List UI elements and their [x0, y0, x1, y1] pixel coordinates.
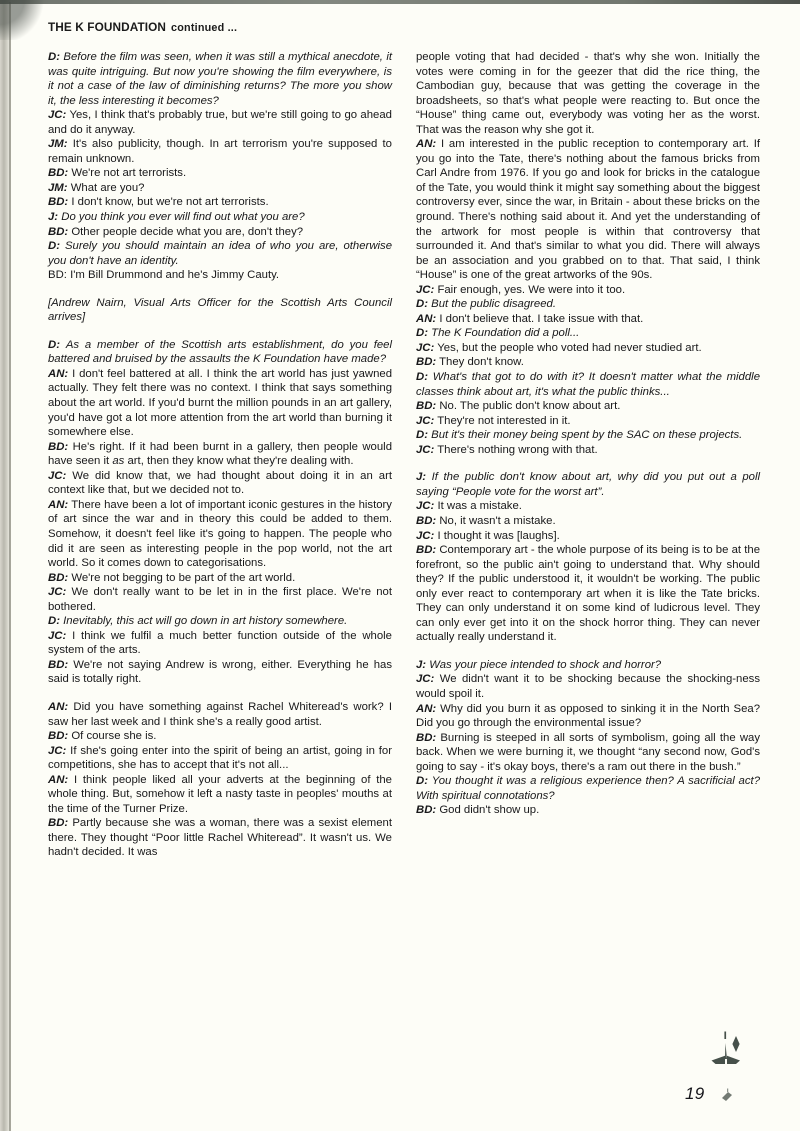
speaker-label: BD: — [48, 196, 69, 209]
emphasis-word: as — [112, 455, 125, 468]
dialogue-line — [48, 50, 392, 108]
dialogue-line — [416, 774, 760, 803]
speaker-label: BD: — [416, 731, 437, 744]
speaker-label: JC: — [48, 629, 67, 642]
speaker-label: JC: — [416, 341, 435, 354]
dialogue-text: He's right. If it had been burnt in a gallery, then people would have seen it — [48, 440, 392, 468]
dialogue-text: If the public don't know about art, why did you put out a poll saying “People vote for the worst art”. — [416, 471, 760, 498]
dialogue-line — [416, 283, 760, 298]
dialogue-text: I'm Bill Drummond and he's Jimmy Cauty. — [70, 269, 280, 282]
dialogue-line — [416, 443, 760, 458]
dialogue-text: You thought it was a religious experience then? A sacrificial act? With spiritual connotations? — [416, 775, 760, 802]
dialogue-text: The K Foundation did a poll... — [431, 327, 580, 340]
dialogue-line — [48, 166, 392, 181]
dialogue-line — [48, 498, 392, 571]
dialogue-line — [416, 514, 760, 529]
dialogue-line — [416, 341, 760, 356]
speaker-label: BD: — [416, 356, 437, 369]
dialogue-line — [416, 672, 760, 701]
dialogue-line — [416, 137, 760, 282]
dialogue-line — [416, 355, 760, 370]
dialogue-text: Inevitably, this act will go down in art history somewhere. — [63, 615, 348, 628]
dialogue-text: No, it wasn't a mistake. — [439, 514, 556, 527]
speaker-label: JM: — [48, 181, 68, 194]
speaker-label: JC: — [416, 414, 435, 427]
dialogue-text: Yes, but the people who voted had never studied art. — [437, 341, 702, 354]
speaker-label: JC: — [416, 673, 435, 686]
dialogue-line — [416, 312, 760, 327]
speaker-label: BD: — [416, 400, 437, 413]
speaker-label: AN: — [416, 702, 437, 715]
speaker-label: JC: — [48, 109, 67, 122]
dialogue-text: I think people liked all your adverts at the beginning of the whole thing. But, somehow it left a nasty taste in peoples' mouths at the time of the Turner Prize. — [48, 773, 392, 815]
dialogue-text: But it's their money being spent by the SAC on these projects. — [431, 429, 743, 442]
speaker-label: AN: — [48, 498, 69, 511]
dialogue-text: I thought it was [laughs]. — [437, 529, 560, 542]
dialogue-text: There's nothing wrong with that. — [437, 443, 598, 456]
speaker-label: AN: — [48, 367, 69, 380]
dialogue-text: I don't believe that. I take issue with that. — [439, 312, 644, 325]
dialogue-line — [416, 470, 760, 499]
column-left — [48, 50, 392, 860]
speaker-label: AN: — [48, 773, 69, 786]
speaker-label: J: — [48, 211, 59, 224]
dialogue-text: We're not saying Andrew is wrong, either. Everything he has said is totally right. — [48, 658, 392, 686]
speaker-label: JC: — [416, 529, 435, 542]
dialogue-text: God didn't show up. — [439, 804, 540, 817]
speaker-label: BD: — [48, 817, 69, 830]
page-content — [48, 20, 760, 860]
dialogue-text: They don't know. — [439, 356, 524, 369]
dialogue-text: Before the film was seen, when it was still a mythical anecdote, it was quite intriguing. But now you're showing the film everywhere, is it not a case of the law of diminishing returns? The more you show it, the less interesting it becomes? — [48, 51, 393, 107]
dialogue-line — [416, 658, 760, 673]
dialogue-text: It's also publicity, though. In art terrorism you're supposed to remain unknown. — [48, 138, 392, 165]
speaker-label: AN: — [416, 312, 437, 325]
dialogue-line — [416, 414, 760, 429]
speaker-label: D: — [416, 775, 428, 788]
speaker-label: JC: — [48, 586, 67, 599]
dialogue-text: Partly because she was a woman, there was a sexist element there. They thought “Poor little Rachel Whiteread”. It wasn't us. We hadn't decided. It was — [48, 817, 392, 859]
speaker-label: JM: — [48, 138, 68, 151]
dialogue-text: Did you have something against Rachel Whiteread's work? I saw her last week and I think she's a really good artist. — [48, 700, 392, 728]
dialogue-line — [48, 181, 392, 196]
dialogue-line — [48, 367, 392, 440]
folio-flourish-icon — [719, 1088, 737, 1104]
dialogue-line — [416, 803, 760, 818]
speaker-label: D: — [48, 51, 60, 63]
dialogue-text: We're not begging to be part of the art world. — [71, 571, 296, 584]
speaker-label: AN: — [416, 138, 437, 151]
dialogue-line — [416, 370, 760, 399]
dialogue-text: We did know that, we had thought about doing it in an art context like that, but we decided not to. — [48, 469, 392, 497]
speaker-label: J: — [416, 658, 427, 671]
speaker-label: D: — [416, 298, 428, 311]
speaker-label: BD: — [48, 571, 69, 584]
speaker-label: D: — [416, 371, 428, 384]
stage-direction: [Andrew Nairn, Visual Arts Officer for the Scottish Arts Council arrives] — [48, 296, 392, 324]
dialogue-text: I don't know, but we're not art terrorists. — [71, 196, 269, 209]
dialogue-text: I am interested in the public reception to contemporary art. If you go into the Tate, there's nothing about the famous bricks from Carl Andre from 1976. If you go and look for bricks in the catalogue of the Tate, you would think it might say something about the biggest controversy ever, since the war, in Britain - about these bricks on the ground. There's nothing said about it. And yet the understanding of the artwork for most people is within that controversy that surrounded it. And that's similar to what you did. There will always be an association and you grabbed on to that. That said, I think “House” is one of the great artworks of the 90s. — [416, 138, 760, 282]
dialogue-text: Burning is steeped in all sorts of symbolism, going all the way back. When we were burning it, we thought “any second now, God's going to say - it's okay boys, there's a ram out there in the bush.” — [416, 731, 760, 773]
dialogue-text: Do you think you ever will find out what you are? — [61, 211, 305, 224]
dialogue-line — [48, 108, 392, 137]
dialogue-line — [416, 499, 760, 514]
dialogue-text: Why did you burn it as opposed to sinking it in the North Sea? Did you go through the environmental issue? — [416, 702, 760, 730]
speaker-label: BD: — [416, 514, 437, 527]
scan-top-edge — [0, 0, 800, 4]
dialogue-text: Was your piece intended to shock and horror? — [429, 658, 662, 671]
dialogue-line — [48, 268, 392, 283]
speaker-label: BD: — [48, 658, 69, 671]
dialogue-line — [48, 744, 392, 773]
dialogue-text: Fair enough, yes. We were into it too. — [437, 283, 626, 296]
dialogue-line — [416, 399, 760, 414]
dialogue-line — [48, 225, 392, 240]
running-head-title: THE K FOUNDATION — [48, 20, 167, 34]
dialogue-text: We don't really want to be let in in the first place. We're not bothered. — [48, 586, 392, 613]
dialogue-continuation: people voting that had decided - that's why she won. Initially the votes were coming in for the geezer that did the rice thing, the Cambodian guy, because that was getting the coverage in the broadsheets, so that's what people were reacting to. But once the “House” thing came out, everybody was voting her as the worst. That was the reason why she got it. — [416, 51, 760, 136]
publisher-colophon-icon — [703, 1030, 749, 1076]
dialogue-text: What are you? — [70, 181, 145, 194]
dialogue-line — [48, 440, 392, 469]
running-head-continued: continued ... — [171, 22, 238, 34]
speaker-label: D: — [416, 327, 428, 340]
speaker-label: D: — [416, 429, 428, 442]
page-number: 19 — [685, 1084, 705, 1103]
speaker-label: AN: — [48, 700, 69, 713]
dialogue-line — [48, 195, 392, 210]
speaker-label: D: — [48, 240, 60, 253]
dialogue-text: We're not art terrorists. — [71, 167, 187, 180]
speaker-label: JC: — [48, 469, 67, 482]
dialogue-line — [48, 585, 392, 614]
dialogue-line — [416, 428, 760, 443]
dialogue-line — [48, 137, 392, 166]
dialogue-line — [48, 658, 392, 687]
speaker-label: BD: — [48, 225, 69, 238]
running-head — [48, 20, 760, 34]
dialogue-line — [48, 614, 392, 629]
dialogue-text: I think we fulfil a much better function outside of the whole system of the arts. — [48, 629, 392, 657]
dialogue-line — [416, 529, 760, 544]
dialogue-text: Contemporary art - the whole purpose of its being is to be at the forefront, so the public ain't going to understand that. Why should they? If the public understood it, it wouldn't be working. The public only ever react to contemporary art when it is like the Tate bricks. They can only understand it on some kind of ludicrous level. They can only ever get into it on the shock horror thing. They can never actually really understand it. — [416, 544, 761, 644]
dialogue-text: But the public disagreed. — [431, 298, 557, 311]
speaker-label: BD: — [48, 730, 69, 743]
speaker-label: BD: — [48, 440, 69, 453]
page-footer — [655, 1028, 765, 1124]
column-right — [416, 50, 760, 818]
dialogue-text: Surely you should maintain an idea of who you are, otherwise you don't have an identity. — [48, 240, 393, 267]
dialogue-text: I don't feel battered at all. I think the art world has just yawned actually. They felt there was no context. I think that says something about the art world. If you'd burnt the million pounds in an art gallery, you'd have got a lot more attention from the art world than burning it somewhere else. — [48, 367, 393, 439]
speaker-label: D: — [48, 338, 60, 351]
speaker-label: BD: — [48, 167, 69, 180]
dialogue-text: As a member of the Scottish arts establishment, do you feel battered and bruised by the assaults the K Foundation have made? — [48, 338, 392, 366]
speaker-label: BD: — [48, 269, 67, 282]
dialogue-text: What's that got to do with it? It doesn't matter what the middle classes think about art, it's what the public thinks... — [416, 371, 760, 398]
scan-corner-shadow — [0, 0, 46, 40]
speaker-label: J: — [416, 471, 427, 484]
speaker-label: JC: — [416, 500, 435, 513]
dialogue-text: They're not interested in it. — [437, 414, 571, 427]
dialogue-line — [48, 338, 392, 367]
dialogue-text-cont: art, then they know what they're dealing with. — [124, 455, 354, 468]
text-columns — [48, 50, 760, 860]
speaker-label: BD: — [416, 544, 437, 557]
dialogue-text: It was a mistake. — [437, 500, 522, 513]
dialogue-line — [48, 469, 392, 498]
dialogue-line — [416, 297, 760, 312]
dialogue-text: There have been a lot of important iconic gestures in the history of art since the war and in theory this could be added to them. Somehow, it doesn't feel like it's going to happen. The people who did it are seen as interesting people in the pop world, not the art world. So it comes down to categorisations. — [48, 498, 392, 570]
dialogue-line — [416, 731, 760, 775]
dialogue-text: Yes, I think that's probably true, but we're still going to go ahead and do it anyway. — [48, 109, 392, 136]
dialogue-text: We didn't want it to be shocking because the shocking-ness would spoil it. — [416, 673, 760, 700]
speaker-label: BD: — [416, 804, 437, 817]
speaker-label: JC: — [416, 443, 435, 456]
dialogue-line — [48, 773, 392, 817]
speaker-label: D: — [48, 615, 60, 628]
dialogue-line — [48, 629, 392, 658]
dialogue-line — [48, 571, 392, 586]
dialogue-line — [48, 816, 392, 860]
dialogue-text: No. The public don't know about art. — [439, 400, 621, 413]
dialogue-line — [416, 543, 760, 645]
dialogue-text: If she's going enter into the spirit of being an artist, going in for competitions, she has to accept that it's not all... — [48, 744, 393, 772]
speaker-label: JC: — [416, 283, 435, 296]
scan-edge-rule — [9, 2, 11, 1131]
dialogue-line — [48, 210, 392, 225]
dialogue-line — [416, 326, 760, 341]
speaker-label: JC: — [48, 744, 67, 757]
dialogue-line — [416, 702, 760, 731]
dialogue-line — [48, 729, 392, 744]
dialogue-text: Of course she is. — [71, 730, 157, 743]
dialogue-line — [48, 700, 392, 729]
dialogue-line — [48, 239, 392, 268]
dialogue-text: Other people decide what you are, don't they? — [71, 225, 304, 238]
